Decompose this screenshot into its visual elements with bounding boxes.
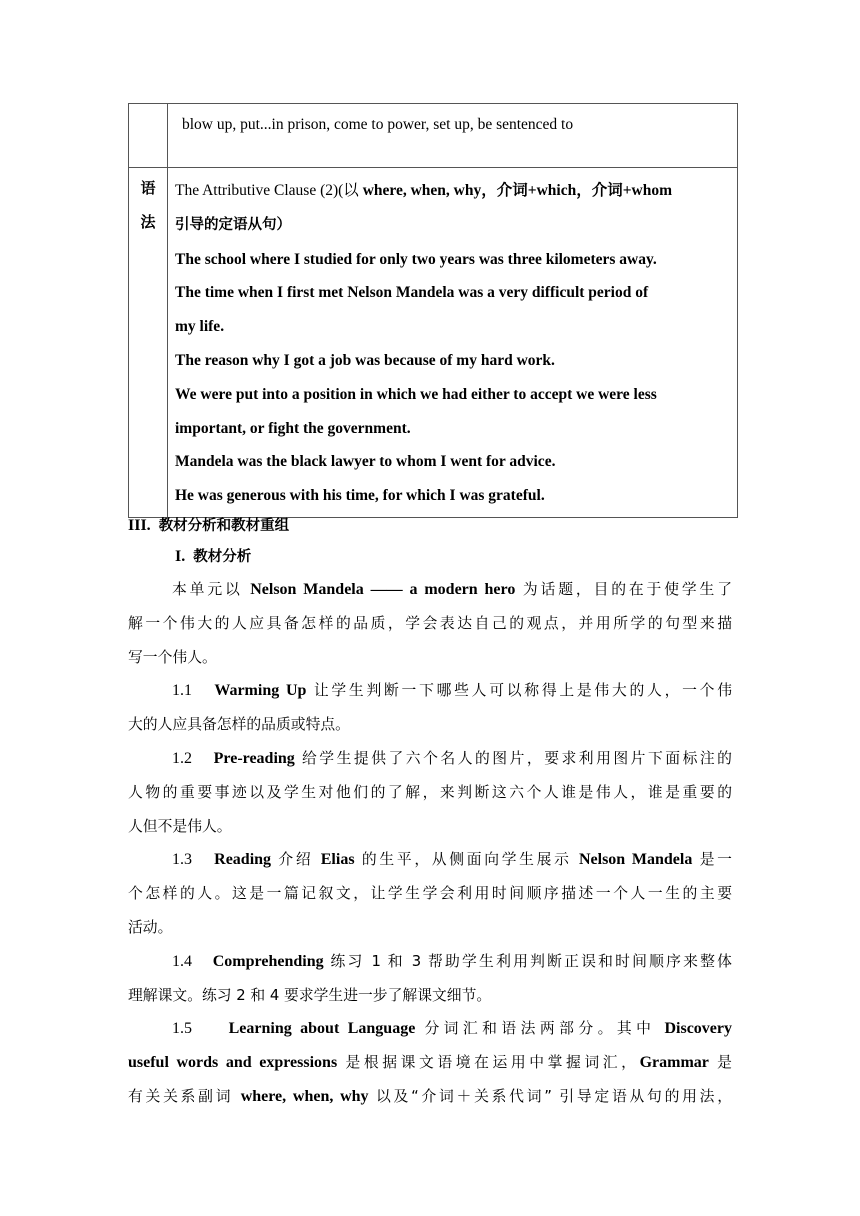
item-term: useful words and expressions	[128, 1054, 338, 1072]
grammar-example-sentence: Mandela was the black lawyer to whom I went for advice.	[175, 453, 556, 471]
grammar-example-sentence: my life.	[175, 318, 225, 336]
grammar-label-char-2: 法	[140, 213, 156, 231]
text-span: 为话题，目的在于使学生了	[515, 581, 732, 598]
vocab-row	[129, 104, 738, 168]
body-text	[128, 511, 732, 1114]
item-term: where, when, why	[240, 1087, 369, 1105]
grammar-example-sentence: The school where I studied for only two years was three kilometers away.	[175, 250, 657, 268]
grammar-example-sentence: The reason why I got a job was because of my hard work.	[175, 351, 555, 369]
text-span: 是	[708, 1054, 732, 1072]
subsection-heading-text: 教材分析	[193, 549, 252, 565]
text-span: 练习 1 和 3 帮助学生利用判断正误和时间顺序来整体	[323, 952, 732, 970]
item-number: 1.3	[172, 851, 192, 869]
text-line: 写一个伟人。	[128, 648, 217, 666]
paragraph-1-4	[128, 945, 732, 1013]
item-number: 1.2	[172, 749, 192, 767]
item-term: Nelson Mandela	[578, 851, 693, 869]
text-span: 是一	[692, 851, 732, 869]
grammar-intro-line2-text: 引导的定语从句）	[175, 216, 291, 233]
text-line: 活动。	[128, 918, 173, 936]
grammar-row	[129, 168, 738, 518]
grammar-intro-line-1	[175, 174, 731, 208]
grammar-example-sentence: He was generous with his time, for which I was grateful.	[175, 487, 545, 505]
topic-term: Nelson Mandela —— a modern hero	[250, 581, 516, 598]
paragraph-1-2	[128, 742, 732, 843]
section-heading-number: III.	[128, 517, 151, 534]
text-span: 以及“介词＋关系代词” 引导定语从句的用法，	[368, 1087, 732, 1105]
vocab-row-label-cell	[129, 104, 168, 168]
section-heading	[128, 511, 732, 541]
subsection-heading	[128, 541, 732, 573]
item-term: Comprehending	[212, 952, 324, 970]
section-heading-text: 教材分析和教材重组	[158, 518, 290, 534]
grammar-intro-line-2	[175, 208, 731, 243]
grammar-label-char-1: 语	[140, 179, 156, 197]
subsection-heading-number: I.	[175, 548, 186, 565]
vocab-phrases: blow up, put...in prison, come to power, set up, be sentenced to	[182, 116, 574, 133]
grammar-example-sentence: The time when I first met Nelson Mandela was a very difficult period of	[175, 284, 649, 302]
item-term: Learning about Language	[228, 1020, 416, 1038]
text-span: 让学生判断一下哪些人可以称得上是伟大的人，一个伟	[306, 682, 732, 700]
item-term: Reading	[214, 851, 272, 869]
text-span: 的生平，从侧面向学生展示	[354, 851, 579, 869]
item-number: 1.1	[172, 682, 192, 700]
paragraph-1-1	[128, 674, 732, 742]
text-span: 介绍	[271, 851, 321, 869]
item-term: Elias	[320, 851, 355, 869]
item-term: Grammar	[639, 1054, 709, 1072]
text-span: 给学生提供了六个名人的图片，要求利用图片下面标注的	[294, 749, 732, 767]
paragraph-intro	[128, 573, 732, 674]
item-number: 1.5	[172, 1020, 192, 1038]
text-line: 人物的重要事迹以及学生对他们的了解，来判断这六个人谁是伟人，谁是重要的	[128, 783, 732, 801]
paragraph-1-5	[128, 1012, 732, 1113]
grammar-table	[128, 103, 738, 518]
text-line: 大的人应具备怎样的品质或特点。	[128, 716, 350, 734]
item-term: Warming Up	[214, 682, 307, 700]
text-line: 人但不是伟人。	[128, 817, 232, 835]
text-line: 个怎样的人。这是一篇记叙文，让学生学会利用时间顺序描述一个人一生的主要	[128, 885, 732, 903]
grammar-example-sentence: We were put into a position in which we had either to accept we were less	[175, 385, 657, 403]
grammar-row-content-cell	[168, 168, 738, 518]
text-span: 是根据课文语境在运用中掌握词汇，	[337, 1054, 640, 1072]
text-span: 有关关系副词	[128, 1087, 241, 1105]
grammar-intro-bold: where, when, why，介词+which，介词+whom	[362, 182, 672, 199]
item-number: 1.4	[172, 952, 192, 970]
item-term: Discovery	[664, 1020, 732, 1038]
text-line: 理解课文。练习 2 和 4 要求学生进一步了解课文细节。	[128, 986, 492, 1004]
paragraph-1-3	[128, 843, 732, 944]
grammar-intro-prefix: The Attributive Clause (2)(以	[175, 182, 363, 199]
text-line: 解一个伟大的人应具备怎样的品质，学会表达自己的观点，并用所学的句型来描	[128, 614, 732, 632]
item-term: Pre-reading	[213, 749, 295, 767]
vocab-row-content-cell	[168, 104, 738, 168]
text-span: 分词汇和语法两部分。其中	[415, 1020, 665, 1038]
grammar-row-label-cell	[129, 168, 168, 518]
text-span: 本单元以	[172, 581, 251, 598]
grammar-example-sentence: important, or fight the government.	[175, 419, 411, 437]
